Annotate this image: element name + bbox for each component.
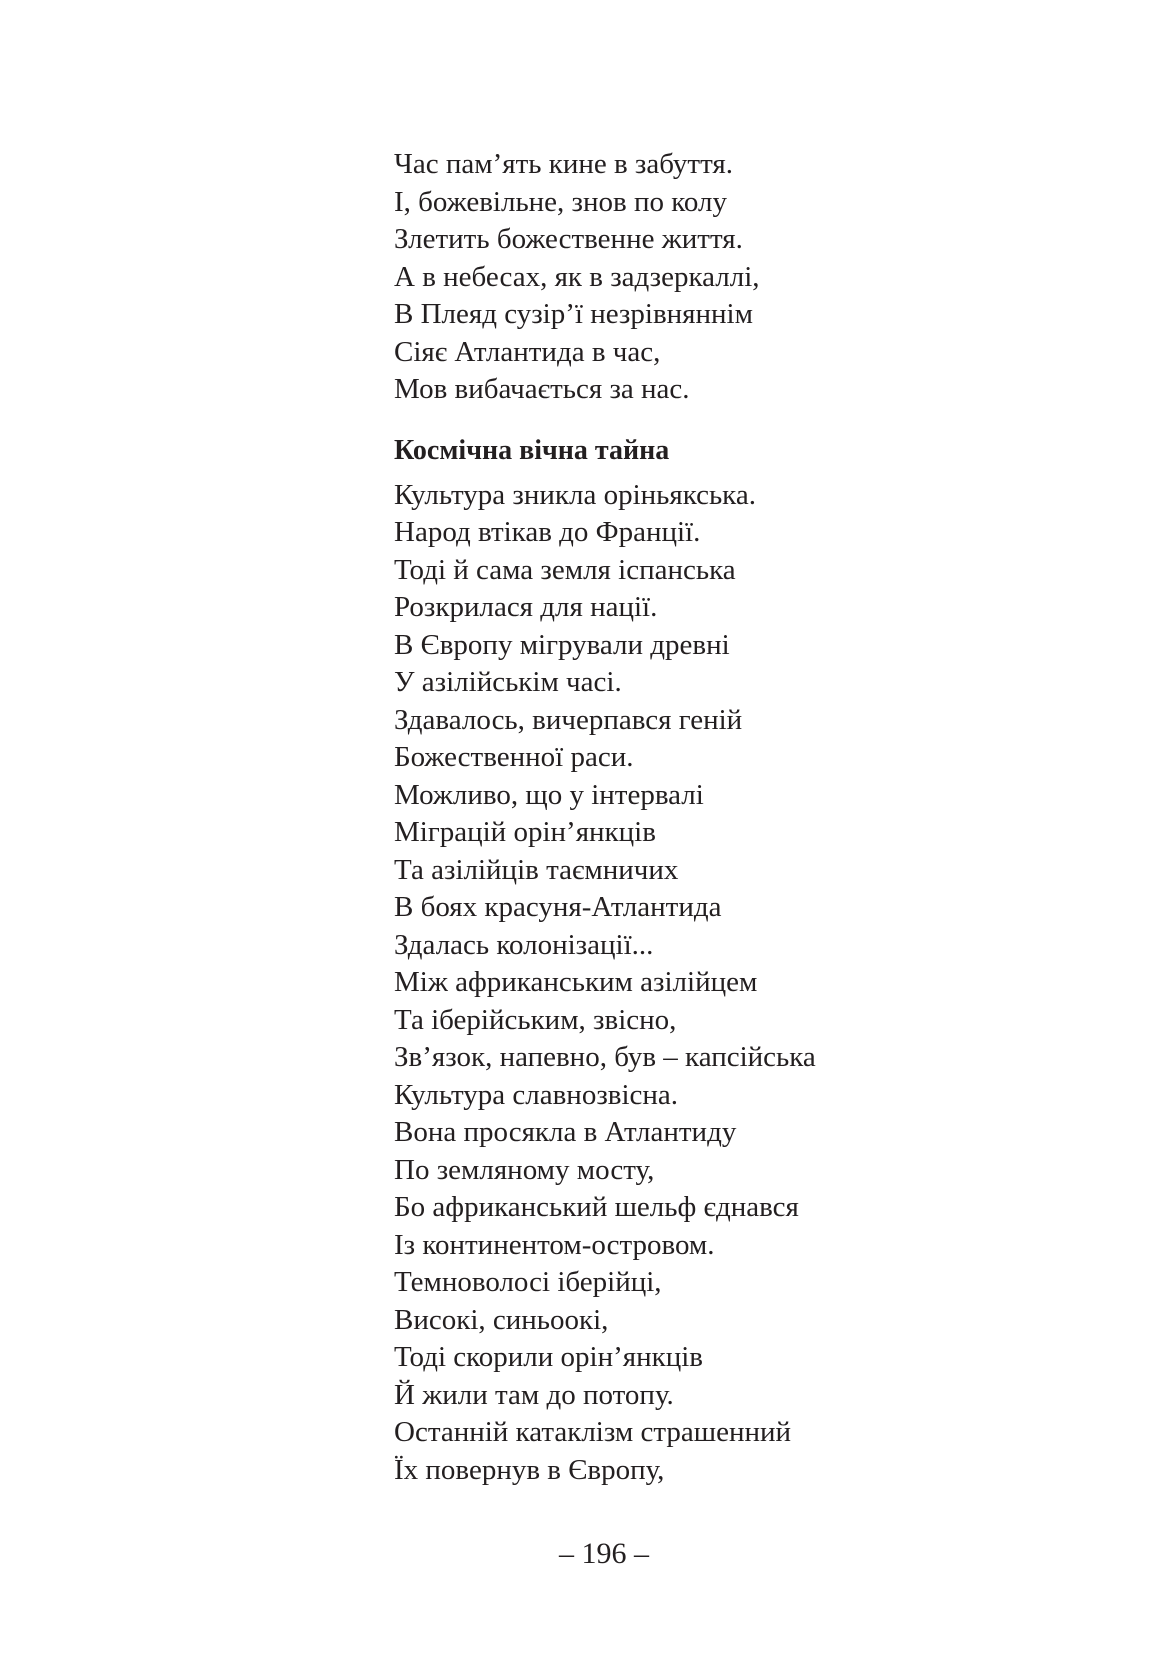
page-number: – 196 –	[559, 1537, 649, 1570]
poem-line: Здалась колонізації...	[394, 928, 654, 961]
poem-line: Злетить божественне життя.	[394, 223, 743, 255]
poem-line: У азілійськім часі.	[394, 666, 622, 698]
poem-line: Сіяє Атлантида в час,	[394, 335, 661, 368]
poem-line: Високі, синьоокі,	[394, 1303, 609, 1336]
poem-line: А в небесах, як в задзеркаллі,	[394, 260, 760, 293]
poem-line: Між африканським азілійцем	[394, 966, 758, 998]
poem-line: Тоді скорили орін’янкців	[394, 1341, 703, 1373]
poem-line: Та азілійців таємничих	[394, 853, 679, 886]
poem-line: Тоді й сама земля іспанська	[394, 553, 736, 586]
poem-line: Час пам’ять кине в забуття.	[394, 148, 733, 180]
poem-line: Культура зникла оріньякська.	[394, 478, 756, 511]
poem-line: І, божевільне, знов по колу	[394, 185, 727, 218]
poem-line: Здавалось, вичерпався геній	[394, 703, 743, 736]
poem-line: Міграцій орін’янкців	[394, 816, 656, 848]
poem-body	[394, 477, 1094, 1490]
poem-line: Народ втікав до Франції.	[394, 516, 701, 548]
poem-line: Можливо, що у інтервалі	[394, 778, 704, 811]
poem-line: Й жили там до потопу.	[394, 1378, 674, 1411]
poem-line: По земляному мосту,	[394, 1153, 655, 1186]
poem-line: Зв’язок, напевно, був – капсійська	[394, 1041, 816, 1073]
poem-text-block	[394, 146, 1094, 1489]
poem-line: В Європу мігрували древні	[394, 628, 730, 661]
poem-line: Бо африканський шельф єднався	[394, 1191, 799, 1223]
poem-line: Із континентом-островом.	[394, 1228, 715, 1261]
poem-line: Останній катаклізм страшенний	[394, 1416, 792, 1448]
poem-title: Космічна вічна тайна	[394, 434, 670, 466]
poem-line: Культура славнозвісна.	[394, 1078, 679, 1111]
poem-line: В боях красуня-Атлантида	[394, 891, 722, 923]
poem-line: Темноволосі іберійці,	[394, 1266, 662, 1298]
poem-line: В Плеяд сузір’ї незрівняннім	[394, 298, 753, 330]
poem-line: Їх повернув в Європу,	[394, 1453, 665, 1486]
poem-line: Вона просякла в Атлантиду	[394, 1116, 737, 1148]
poem-line: Та іберійським, звісно,	[394, 1003, 677, 1036]
poem-line: Розкрилася для нації.	[394, 591, 658, 623]
poem-line: Божественної раси.	[394, 741, 634, 773]
previous-poem-ending	[394, 146, 1094, 409]
poem-line: Мов вибачається за нас.	[394, 373, 690, 405]
